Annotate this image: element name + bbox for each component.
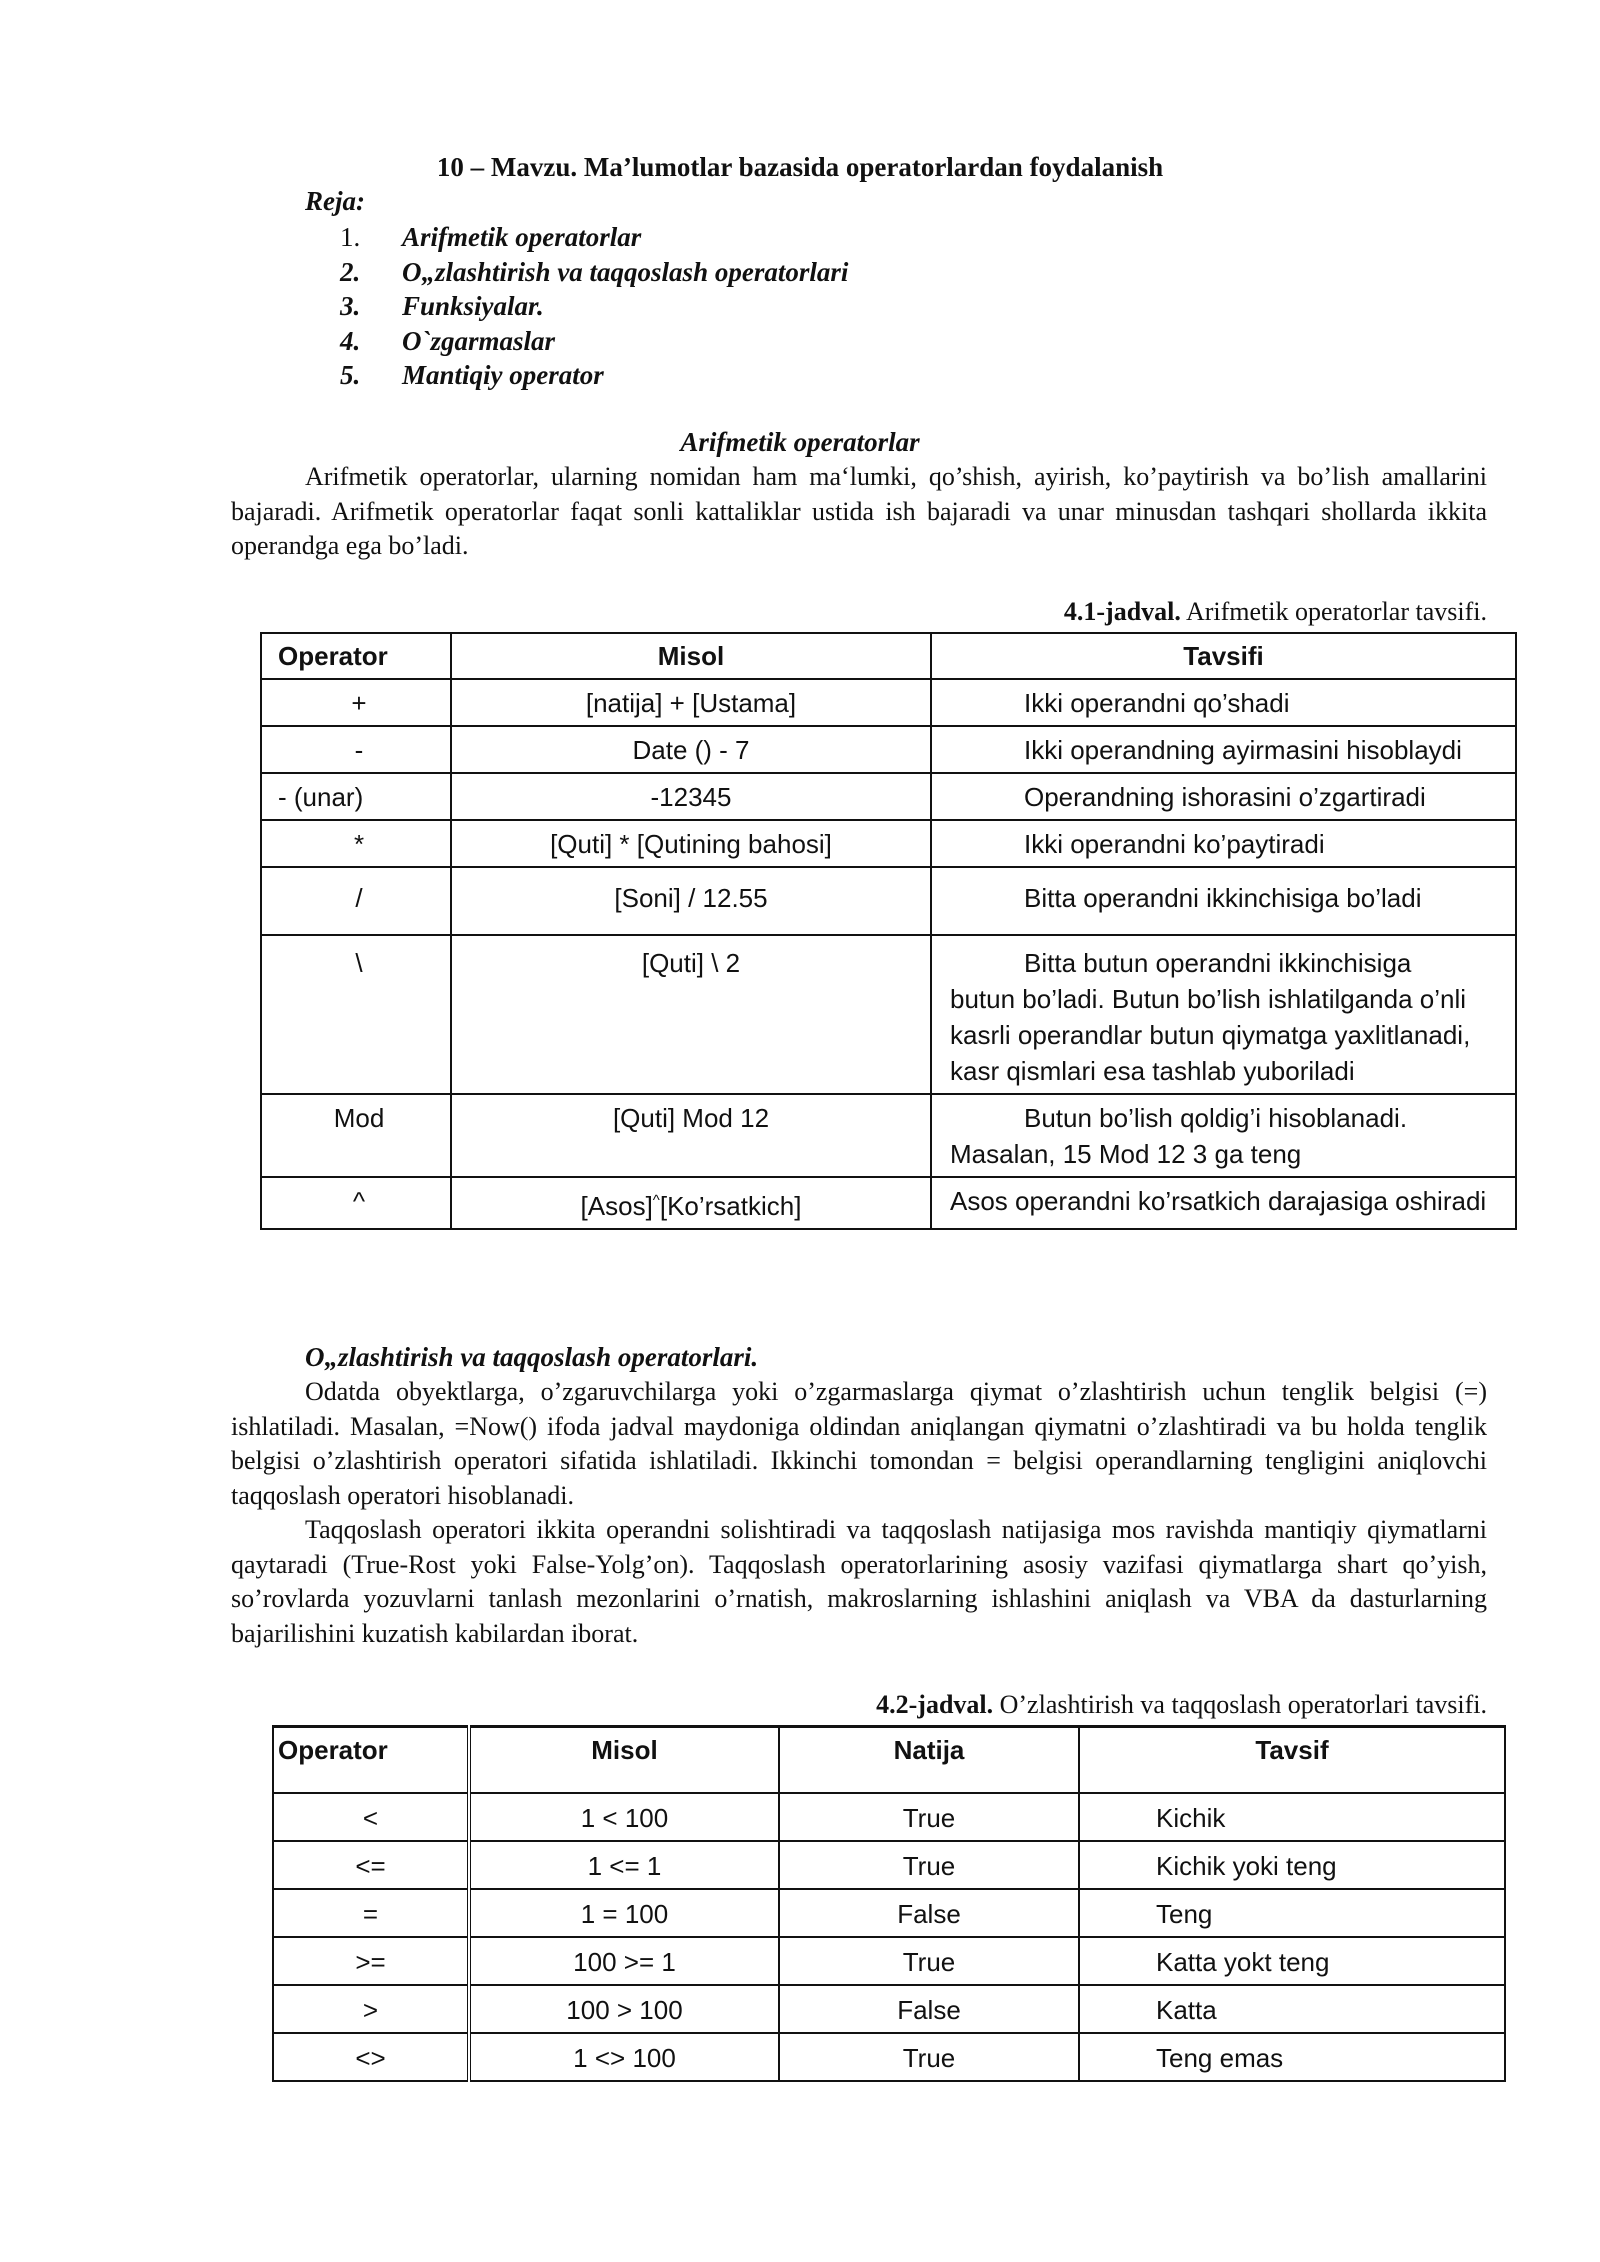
table-row bbox=[273, 1889, 1505, 1937]
column-header-natija: Natija bbox=[779, 1727, 1079, 1793]
plan-item-text: O„zlashtirish va taqqoslash operatorlari bbox=[402, 256, 849, 287]
table1-caption bbox=[1064, 597, 1487, 627]
example-cell: [Asos]^[Ko’rsatkich] bbox=[451, 1177, 931, 1229]
table2-caption-text: O’zlashtirish va taqqoslash operatorlari tavsifi. bbox=[993, 1690, 1487, 1719]
operator-cell: + bbox=[261, 679, 451, 726]
column-header-tavsif: Tavsif bbox=[1079, 1727, 1505, 1793]
plan-item-number: 2. bbox=[340, 256, 361, 287]
description-cell: Katta yokt teng bbox=[1079, 1937, 1505, 1985]
table-row bbox=[261, 1177, 1516, 1229]
example-cell: 1 <> 100 bbox=[469, 2033, 779, 2081]
description-cell: Ikki operandni qo’shadi bbox=[931, 679, 1516, 726]
result-cell: True bbox=[779, 1937, 1079, 1985]
result-cell: True bbox=[779, 1841, 1079, 1889]
table-row bbox=[261, 820, 1516, 867]
example-cell: [Quti] \ 2 bbox=[451, 935, 931, 1094]
plan-item bbox=[340, 324, 848, 359]
description-cell: Kichik yoki teng bbox=[1079, 1841, 1505, 1889]
operator-cell: ^ bbox=[261, 1177, 451, 1229]
plan-item-number: 1. bbox=[340, 222, 361, 252]
comparison-operators-table bbox=[272, 1725, 1506, 2082]
operator-cell: / bbox=[261, 867, 451, 935]
column-header-tavsifi: Tavsifi bbox=[931, 633, 1516, 679]
plan-item-number: 4. bbox=[340, 325, 361, 356]
section-heading-assignment: O„zlashtirish va taqqoslash operatorlari. bbox=[305, 1342, 759, 1372]
operator-cell: <= bbox=[273, 1841, 469, 1889]
plan-item-number: 5. bbox=[340, 360, 361, 390]
table-row bbox=[273, 1937, 1505, 1985]
example-cell: [Quti] * [Qutining bahosi] bbox=[451, 820, 931, 867]
plan-list bbox=[340, 220, 848, 393]
description-cell: Ikki operandni ko’paytiradi bbox=[931, 820, 1516, 867]
paragraph-assignment: Odatda obyektlarga, o’zgaruvchilarga yoki o’zgarmaslarga qiymat o’zlashtirish uchun tenglik belgisi (=) ishlatiladi. Masalan, =Now() ifoda jadval maydoniga oldindan aniqlangan qiymatni o’zlashtiradi va bu holda tenglik belgisi o’zlashtirish operatori sifatida ishlatiladi. Ikkinchi tomondan = belgisi operandlarning tengligini aniqlovchi taqqoslash operatori hisoblanadi. bbox=[231, 1377, 1487, 1510]
table-row bbox=[261, 1094, 1516, 1177]
example-cell: [Soni] / 12.55 bbox=[451, 867, 931, 935]
operator-cell: > bbox=[273, 1985, 469, 2033]
plan-item-text: Funksiyalar. bbox=[402, 291, 544, 321]
table-row bbox=[261, 935, 1516, 1094]
result-cell: True bbox=[779, 2033, 1079, 2081]
table-row bbox=[273, 1985, 1505, 2033]
plan-item-text: Arifmetik operatorlar bbox=[402, 222, 642, 252]
operator-cell: < bbox=[273, 1793, 469, 1841]
table1-caption-number: 4.1-jadval. bbox=[1063, 597, 1181, 626]
page-title: 10 – Mavzu. Ma’lumotlar bazasida operatorlardan foydalanish bbox=[436, 152, 1164, 182]
example-cell: [Quti] Mod 12 bbox=[451, 1094, 931, 1177]
description-cell: Teng bbox=[1079, 1889, 1505, 1937]
description-cell: Bitta butun operandni ikkinchisiga butun bo’ladi. Butun bo’lish ishlatilganda o’nli kasrli operandlar butun qiymatga yaxlitlanadi, kasr qismlari esa tashlab yuboriladi bbox=[931, 935, 1516, 1094]
example-cell: 1 <= 1 bbox=[469, 1841, 779, 1889]
example-cell: Date () - 7 bbox=[451, 726, 931, 773]
operator-cell: Mod bbox=[261, 1094, 451, 1177]
plan-item bbox=[340, 358, 848, 393]
plan-label: Reja: bbox=[305, 186, 365, 216]
table-header-row bbox=[273, 1727, 1505, 1793]
operator-cell: - (unar) bbox=[261, 773, 451, 820]
description-cell: Ikki operandning ayirmasini hisoblaydi bbox=[931, 726, 1516, 773]
description-cell: Operandning ishorasini o’zgartiradi bbox=[931, 773, 1516, 820]
column-header-misol: Misol bbox=[451, 633, 931, 679]
example-cell: 1 < 100 bbox=[469, 1793, 779, 1841]
table-row bbox=[261, 867, 1516, 935]
table2-caption-number: 4.2-jadval. bbox=[876, 1690, 994, 1719]
result-cell: False bbox=[779, 1985, 1079, 2033]
table-row bbox=[261, 679, 1516, 726]
column-header-operator: Operator bbox=[261, 633, 451, 679]
example-cell: 100 >= 1 bbox=[469, 1937, 779, 1985]
description-cell: Kichik bbox=[1079, 1793, 1505, 1841]
result-cell: True bbox=[779, 1793, 1079, 1841]
table-row bbox=[273, 1841, 1505, 1889]
table-row bbox=[273, 1793, 1505, 1841]
example-cell: 1 = 100 bbox=[469, 1889, 779, 1937]
plan-item-number: 3. bbox=[340, 291, 361, 321]
column-header-misol: Misol bbox=[469, 1727, 779, 1793]
table-header-row bbox=[261, 633, 1516, 679]
column-header-operator: Operator bbox=[273, 1727, 469, 1793]
plan-item-text: O`zgarmaslar bbox=[402, 325, 556, 356]
example-cell: 100 > 100 bbox=[469, 1985, 779, 2033]
result-cell: False bbox=[779, 1889, 1079, 1937]
table-row bbox=[261, 726, 1516, 773]
plan-item bbox=[340, 289, 848, 324]
description-cell: Katta bbox=[1079, 1985, 1505, 2033]
operator-cell: * bbox=[261, 820, 451, 867]
plan-item bbox=[340, 220, 848, 255]
operator-cell: = bbox=[273, 1889, 469, 1937]
table1-caption-text: Arifmetik operatorlar tavsifi. bbox=[1180, 597, 1487, 626]
description-cell: Asos operandni ko’rsatkich darajasiga oshiradi bbox=[931, 1177, 1516, 1229]
operator-cell: >= bbox=[273, 1937, 469, 1985]
description-cell: Teng emas bbox=[1079, 2033, 1505, 2081]
description-cell: Bitta operandni ikkinchisiga bo’ladi bbox=[931, 867, 1516, 935]
table2-caption bbox=[876, 1690, 1487, 1720]
paragraph-comparison: Taqqoslash operatori ikkita operandni solishtiradi va taqqoslash natijasiga mos ravishda mantiqiy qiymatlarni qaytaradi (True-Rost yoki False-Yolg’on). Taqqoslash operatorlarining asosiy vazifasi qiymatlarga shart qo’yish, so’rovlarda yozuvlarni tanlash mezonlarini o’rnatish, makroslarning ishlashini aniqlash va VBA da dasturlarning bajarilishini kuzatish kabilardan iborat. bbox=[231, 1515, 1487, 1648]
example-cell: [natija] + [Ustama] bbox=[451, 679, 931, 726]
operator-cell: <> bbox=[273, 2033, 469, 2081]
example-cell: -12345 bbox=[451, 773, 931, 820]
operator-cell: \ bbox=[261, 935, 451, 1094]
plan-item-text: Mantiqiy operator bbox=[402, 360, 604, 390]
paragraph-arithmetic: Arifmetik operatorlar, ularning nomidan ham ma‘lumki, qo’shish, ayirish, ko’paytirish va bo’lish amallarini bajaradi. Arifmetik operatorlar faqat sonli kattaliklar ustida ish bajaradi va unar minusdan tashqari shollarda ikkita operandga ega bo’ladi. bbox=[231, 462, 1487, 560]
arithmetic-operators-table bbox=[260, 632, 1517, 1230]
operator-cell: - bbox=[261, 726, 451, 773]
table-row bbox=[273, 2033, 1505, 2081]
plan-item bbox=[340, 255, 848, 290]
description-cell: Butun bo’lish qoldig’i hisoblanadi. Masalan, 15 Mod 12 3 ga teng bbox=[931, 1094, 1516, 1177]
section-heading-arithmetic: Arifmetik operatorlar bbox=[680, 427, 920, 457]
table-row bbox=[261, 773, 1516, 820]
